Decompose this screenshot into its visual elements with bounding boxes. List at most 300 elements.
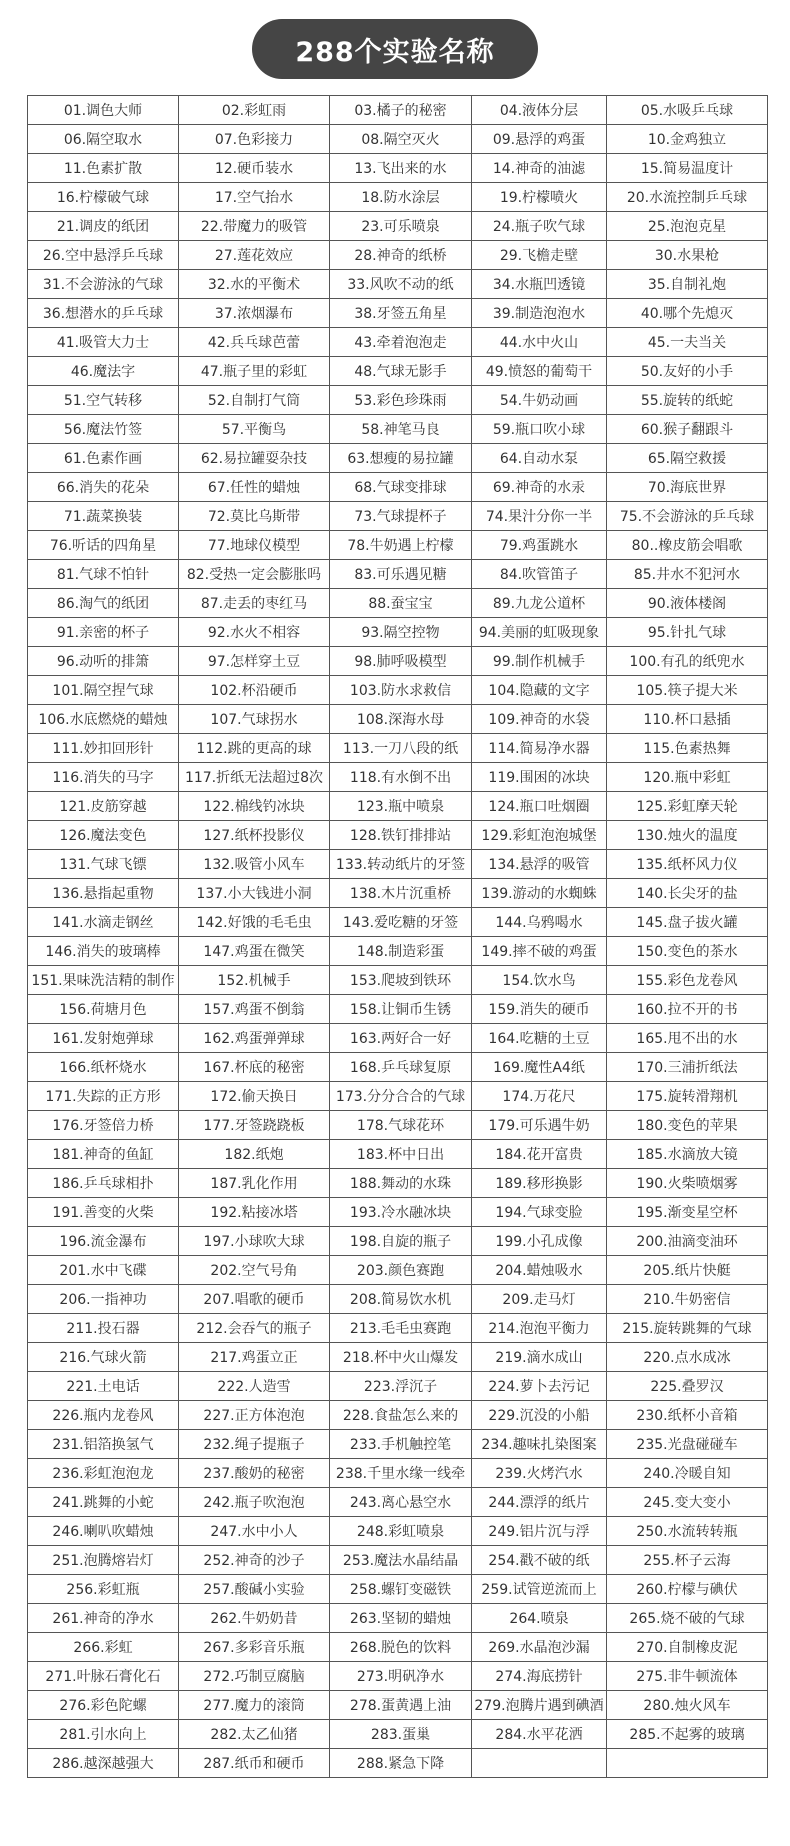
experiment-cell: 148.制造彩蛋 <box>330 937 472 966</box>
experiment-cell: 190.火柴喷烟雾 <box>607 1169 768 1198</box>
experiment-cell: 266.彩虹 <box>28 1633 179 1662</box>
experiment-cell: 49.愤怒的葡萄干 <box>472 357 607 386</box>
table-row <box>28 1517 768 1546</box>
experiment-cell: 92.水火不相容 <box>179 618 330 647</box>
experiment-cell: 127.纸杯投影仪 <box>179 821 330 850</box>
experiment-cell: 15.简易温度计 <box>607 154 768 183</box>
table-row <box>28 908 768 937</box>
experiment-cell: 219.滴水成山 <box>472 1343 607 1372</box>
experiment-cell: 258.螺钉变磁铁 <box>330 1575 472 1604</box>
experiment-cell: 01.调色大师 <box>28 96 179 125</box>
experiment-cell: 212.会吞气的瓶子 <box>179 1314 330 1343</box>
table-row <box>28 1227 768 1256</box>
experiment-cell: 247.水中小人 <box>179 1517 330 1546</box>
experiment-cell: 34.水瓶凹透镜 <box>472 270 607 299</box>
experiment-cell: 24.瓶子吹气球 <box>472 212 607 241</box>
table-row <box>28 444 768 473</box>
experiment-cell: 32.水的平衡术 <box>179 270 330 299</box>
experiment-cell: 78.牛奶遇上柠檬 <box>330 531 472 560</box>
experiment-cell: 220.点水成冰 <box>607 1343 768 1372</box>
experiment-cell: 270.自制橡皮泥 <box>607 1633 768 1662</box>
experiment-cell: 99.制作机械手 <box>472 647 607 676</box>
table-row <box>28 618 768 647</box>
experiment-cell: 174.万花尺 <box>472 1082 607 1111</box>
experiment-cell: 230.纸杯小音箱 <box>607 1401 768 1430</box>
experiment-cell: 158.让铜币生锈 <box>330 995 472 1024</box>
experiment-cell: 85.井水不犯河水 <box>607 560 768 589</box>
table-row <box>28 125 768 154</box>
experiment-cell: 134.悬浮的吸管 <box>472 850 607 879</box>
experiment-cell: 206.一指神功 <box>28 1285 179 1314</box>
experiment-cell: 122.棉线钓冰块 <box>179 792 330 821</box>
table-row <box>28 1140 768 1169</box>
experiment-cell: 111.妙扣回形针 <box>28 734 179 763</box>
experiment-cell: 191.善变的火柴 <box>28 1198 179 1227</box>
experiment-cell: 137.小大钱进小洞 <box>179 879 330 908</box>
experiment-cell: 209.走马灯 <box>472 1285 607 1314</box>
experiment-cell: 240.冷暖自知 <box>607 1459 768 1488</box>
experiment-table <box>27 95 768 1778</box>
table-row <box>28 821 768 850</box>
experiment-cell: 154.饮水鸟 <box>472 966 607 995</box>
experiment-cell: 274.海底捞针 <box>472 1662 607 1691</box>
experiment-cell: 271.叶脉石膏化石 <box>28 1662 179 1691</box>
experiment-cell: 284.水平花洒 <box>472 1720 607 1749</box>
experiment-cell: 135.纸杯风力仪 <box>607 850 768 879</box>
experiment-cell: 226.瓶内龙卷风 <box>28 1401 179 1430</box>
experiment-cell: 107.气球拐水 <box>179 705 330 734</box>
table-row <box>28 1546 768 1575</box>
experiment-cell: 171.失踪的正方形 <box>28 1082 179 1111</box>
table-row <box>28 647 768 676</box>
experiment-cell: 182.纸炮 <box>179 1140 330 1169</box>
experiment-cell: 36.想潜水的乒乓球 <box>28 299 179 328</box>
experiment-cell: 253.魔法水晶结晶 <box>330 1546 472 1575</box>
experiment-cell: 223.浮沉子 <box>330 1372 472 1401</box>
experiment-cell: 05.水吸乒乓球 <box>607 96 768 125</box>
experiment-cell: 280.烛火风车 <box>607 1691 768 1720</box>
experiment-table-container <box>27 95 762 1778</box>
experiment-cell: 29.飞檐走壁 <box>472 241 607 270</box>
experiment-cell: 287.纸币和硬币 <box>179 1749 330 1778</box>
experiment-cell: 38.牙签五角星 <box>330 299 472 328</box>
experiment-cell: 87.走丢的枣红马 <box>179 589 330 618</box>
experiment-cell: 283.蛋巢 <box>330 1720 472 1749</box>
experiment-cell: 186.乒乓球相扑 <box>28 1169 179 1198</box>
experiment-cell: 63.想瘦的易拉罐 <box>330 444 472 473</box>
experiment-cell: 218.杯中火山爆发 <box>330 1343 472 1372</box>
table-row <box>28 705 768 734</box>
experiment-cell: 201.水中飞碟 <box>28 1256 179 1285</box>
experiment-cell: 89.九龙公道杯 <box>472 589 607 618</box>
experiment-cell: 88.蚕宝宝 <box>330 589 472 618</box>
experiment-cell: 120.瓶中彩虹 <box>607 763 768 792</box>
experiment-cell: 179.可乐遇牛奶 <box>472 1111 607 1140</box>
experiment-cell: 167.杯底的秘密 <box>179 1053 330 1082</box>
experiment-cell: 115.色素热舞 <box>607 734 768 763</box>
experiment-cell: 90.液体楼阁 <box>607 589 768 618</box>
experiment-cell: 91.亲密的杯子 <box>28 618 179 647</box>
experiment-cell: 272.巧制豆腐脑 <box>179 1662 330 1691</box>
experiment-cell: 124.瓶口吐烟圈 <box>472 792 607 821</box>
experiment-cell: 56.魔法竹签 <box>28 415 179 444</box>
experiment-cell: 188.舞动的水珠 <box>330 1169 472 1198</box>
experiment-cell: 28.神奇的纸桥 <box>330 241 472 270</box>
experiment-cell: 121.皮筋穿越 <box>28 792 179 821</box>
experiment-cell: 44.水中火山 <box>472 328 607 357</box>
table-row <box>28 1604 768 1633</box>
experiment-cell: 100.有孔的纸兜水 <box>607 647 768 676</box>
experiment-cell: 250.水流转转瓶 <box>607 1517 768 1546</box>
experiment-cell: 125.彩虹摩天轮 <box>607 792 768 821</box>
experiment-cell: 55.旋转的纸蛇 <box>607 386 768 415</box>
experiment-cell: 39.制造泡泡水 <box>472 299 607 328</box>
experiment-cell: 18.防水涂层 <box>330 183 472 212</box>
table-row <box>28 1285 768 1314</box>
experiment-cell: 144.乌鸦喝水 <box>472 908 607 937</box>
experiment-cell: 246.喇叭吹蜡烛 <box>28 1517 179 1546</box>
experiment-cell: 103.防水求救信 <box>330 676 472 705</box>
page-title: 288个实验名称 <box>252 19 538 79</box>
table-row <box>28 328 768 357</box>
experiment-cell: 229.沉没的小船 <box>472 1401 607 1430</box>
experiment-cell: 108.深海水母 <box>330 705 472 734</box>
experiment-cell: 112.跳的更高的球 <box>179 734 330 763</box>
experiment-cell: 67.任性的蜡烛 <box>179 473 330 502</box>
experiment-cell: 06.隔空取水 <box>28 125 179 154</box>
experiment-cell: 145.盘子拔火罐 <box>607 908 768 937</box>
experiment-cell: 265.烧不破的气球 <box>607 1604 768 1633</box>
experiment-cell: 46.魔法字 <box>28 357 179 386</box>
experiment-cell <box>472 1749 607 1778</box>
table-row <box>28 96 768 125</box>
experiment-cell: 58.神笔马良 <box>330 415 472 444</box>
experiment-cell: 60.猴子翻跟斗 <box>607 415 768 444</box>
table-row <box>28 850 768 879</box>
experiment-cell: 118.有水倒不出 <box>330 763 472 792</box>
experiment-cell: 275.非牛顿流体 <box>607 1662 768 1691</box>
experiment-cell: 286.越深越强大 <box>28 1749 179 1778</box>
experiment-table-body <box>28 96 768 1778</box>
experiment-cell: 133.转动纸片的牙签 <box>330 850 472 879</box>
experiment-cell: 57.平衡鸟 <box>179 415 330 444</box>
table-row <box>28 1488 768 1517</box>
experiment-cell: 168.乒乓球复原 <box>330 1053 472 1082</box>
experiment-cell: 03.橘子的秘密 <box>330 96 472 125</box>
experiment-cell: 128.铁钉排排站 <box>330 821 472 850</box>
experiment-cell: 97.怎样穿土豆 <box>179 647 330 676</box>
table-row <box>28 1169 768 1198</box>
experiment-cell: 08.隔空灭火 <box>330 125 472 154</box>
experiment-cell: 119.围困的冰块 <box>472 763 607 792</box>
experiment-cell: 177.牙签跷跷板 <box>179 1111 330 1140</box>
experiment-cell: 205.纸片快艇 <box>607 1256 768 1285</box>
experiment-cell <box>607 1749 768 1778</box>
table-row <box>28 1198 768 1227</box>
experiment-cell: 19.柠檬喷火 <box>472 183 607 212</box>
table-row <box>28 1430 768 1459</box>
table-row <box>28 386 768 415</box>
experiment-cell: 35.自制礼炮 <box>607 270 768 299</box>
experiment-cell: 194.气球变脸 <box>472 1198 607 1227</box>
experiment-cell: 257.酸碱小实验 <box>179 1575 330 1604</box>
experiment-cell: 232.绳子提瓶子 <box>179 1430 330 1459</box>
experiment-cell: 244.漂浮的纸片 <box>472 1488 607 1517</box>
table-row <box>28 154 768 183</box>
experiment-cell: 80..橡皮筋会唱歌 <box>607 531 768 560</box>
experiment-cell: 285.不起雾的玻璃 <box>607 1720 768 1749</box>
experiment-cell: 93.隔空控物 <box>330 618 472 647</box>
experiment-cell: 141.水滴走钢丝 <box>28 908 179 937</box>
experiment-cell: 150.变色的茶水 <box>607 937 768 966</box>
experiment-cell: 273.明矾净水 <box>330 1662 472 1691</box>
experiment-cell: 208.简易饮水机 <box>330 1285 472 1314</box>
experiment-cell: 241.跳舞的小蛇 <box>28 1488 179 1517</box>
experiment-cell: 160.拉不开的书 <box>607 995 768 1024</box>
experiment-cell: 164.吃糖的土豆 <box>472 1024 607 1053</box>
experiment-cell: 83.可乐遇见糖 <box>330 560 472 589</box>
table-row <box>28 1720 768 1749</box>
experiment-cell: 187.乳化作用 <box>179 1169 330 1198</box>
experiment-cell: 288.紧急下降 <box>330 1749 472 1778</box>
experiment-cell: 184.花开富贵 <box>472 1140 607 1169</box>
experiment-cell: 259.试管逆流而上 <box>472 1575 607 1604</box>
experiment-cell: 76.听话的四角星 <box>28 531 179 560</box>
experiment-cell: 267.多彩音乐瓶 <box>179 1633 330 1662</box>
table-row <box>28 966 768 995</box>
experiment-cell: 14.神奇的油滤 <box>472 154 607 183</box>
experiment-cell: 54.牛奶动画 <box>472 386 607 415</box>
table-row <box>28 1343 768 1372</box>
experiment-cell: 50.友好的小手 <box>607 357 768 386</box>
experiment-cell: 96.动听的排箫 <box>28 647 179 676</box>
table-row <box>28 792 768 821</box>
experiment-cell: 199.小孔成像 <box>472 1227 607 1256</box>
experiment-cell: 165.甩不出的水 <box>607 1024 768 1053</box>
experiment-cell: 224.萝卜去污记 <box>472 1372 607 1401</box>
experiment-cell: 185.水滴放大镜 <box>607 1140 768 1169</box>
experiment-cell: 221.土电话 <box>28 1372 179 1401</box>
experiment-cell: 81.气球不怕针 <box>28 560 179 589</box>
experiment-cell: 207.唱歌的硬币 <box>179 1285 330 1314</box>
experiment-cell: 193.冷水融冰块 <box>330 1198 472 1227</box>
experiment-cell: 227.正方体泡泡 <box>179 1401 330 1430</box>
experiment-cell: 140.长尖牙的盐 <box>607 879 768 908</box>
experiment-cell: 51.空气转移 <box>28 386 179 415</box>
experiment-cell: 196.流金瀑布 <box>28 1227 179 1256</box>
experiment-cell: 235.光盘碰碰车 <box>607 1430 768 1459</box>
experiment-cell: 123.瓶中喷泉 <box>330 792 472 821</box>
experiment-cell: 102.杯沿硬币 <box>179 676 330 705</box>
experiment-cell: 152.机械手 <box>179 966 330 995</box>
table-row <box>28 183 768 212</box>
table-row <box>28 531 768 560</box>
experiment-cell: 40.哪个先熄灭 <box>607 299 768 328</box>
table-row <box>28 1082 768 1111</box>
experiment-cell: 155.彩色龙卷风 <box>607 966 768 995</box>
experiment-cell: 263.坚韧的蜡烛 <box>330 1604 472 1633</box>
experiment-cell: 101.隔空捏气球 <box>28 676 179 705</box>
experiment-cell: 04.液体分层 <box>472 96 607 125</box>
experiment-cell: 64.自动水泵 <box>472 444 607 473</box>
experiment-cell: 66.消失的花朵 <box>28 473 179 502</box>
table-row <box>28 1314 768 1343</box>
experiment-cell: 143.爱吃糖的牙签 <box>330 908 472 937</box>
experiment-cell: 129.彩虹泡泡城堡 <box>472 821 607 850</box>
experiment-cell: 189.移形换影 <box>472 1169 607 1198</box>
table-row <box>28 502 768 531</box>
experiment-cell: 195.渐变星空杯 <box>607 1198 768 1227</box>
table-row <box>28 299 768 328</box>
experiment-cell: 25.泡泡克星 <box>607 212 768 241</box>
experiment-cell: 180.变色的苹果 <box>607 1111 768 1140</box>
experiment-cell: 106.水底燃烧的蜡烛 <box>28 705 179 734</box>
experiment-cell: 132.吸管小风车 <box>179 850 330 879</box>
experiment-cell: 02.彩虹雨 <box>179 96 330 125</box>
experiment-cell: 181.神奇的鱼缸 <box>28 1140 179 1169</box>
experiment-cell: 175.旋转滑翔机 <box>607 1082 768 1111</box>
experiment-cell: 281.引水向上 <box>28 1720 179 1749</box>
table-row <box>28 1256 768 1285</box>
experiment-cell: 249.铝片沉与浮 <box>472 1517 607 1546</box>
table-row <box>28 1111 768 1140</box>
experiment-cell: 71.蔬菜换装 <box>28 502 179 531</box>
experiment-cell: 213.毛毛虫赛跑 <box>330 1314 472 1343</box>
experiment-cell: 110.杯口悬插 <box>607 705 768 734</box>
experiment-cell: 279.泡腾片遇到碘酒 <box>472 1691 607 1720</box>
experiment-cell: 210.牛奶密信 <box>607 1285 768 1314</box>
table-row <box>28 1024 768 1053</box>
experiment-cell: 68.气球变排球 <box>330 473 472 502</box>
experiment-cell: 278.蛋黄遇上油 <box>330 1691 472 1720</box>
experiment-cell: 217.鸡蛋立正 <box>179 1343 330 1372</box>
experiment-cell: 242.瓶子吹泡泡 <box>179 1488 330 1517</box>
experiment-cell: 238.千里水缘一线牵 <box>330 1459 472 1488</box>
experiment-cell: 73.气球提杯子 <box>330 502 472 531</box>
experiment-cell: 13.飞出来的水 <box>330 154 472 183</box>
experiment-cell: 62.易拉罐耍杂技 <box>179 444 330 473</box>
experiment-cell: 65.隔空救援 <box>607 444 768 473</box>
experiment-cell: 216.气球火箭 <box>28 1343 179 1372</box>
experiment-cell: 254.戳不破的纸 <box>472 1546 607 1575</box>
experiment-cell: 79.鸡蛋跳水 <box>472 531 607 560</box>
experiment-cell: 84.吹管笛子 <box>472 560 607 589</box>
experiment-cell: 75.不会游泳的乒乓球 <box>607 502 768 531</box>
table-row <box>28 357 768 386</box>
table-row <box>28 1459 768 1488</box>
experiment-cell: 268.脱色的饮料 <box>330 1633 472 1662</box>
experiment-cell: 282.太乙仙猪 <box>179 1720 330 1749</box>
table-row <box>28 415 768 444</box>
experiment-cell: 10.金鸡独立 <box>607 125 768 154</box>
experiment-cell: 170.三浦折纸法 <box>607 1053 768 1082</box>
experiment-cell: 41.吸管大力士 <box>28 328 179 357</box>
experiment-cell: 276.彩色陀螺 <box>28 1691 179 1720</box>
experiment-cell: 72.莫比乌斯带 <box>179 502 330 531</box>
table-row <box>28 560 768 589</box>
experiment-cell: 114.简易净水器 <box>472 734 607 763</box>
experiment-cell: 277.魔力的滚筒 <box>179 1691 330 1720</box>
experiment-cell: 222.人造雪 <box>179 1372 330 1401</box>
experiment-cell: 269.水晶泡沙漏 <box>472 1633 607 1662</box>
experiment-cell: 48.气球无影手 <box>330 357 472 386</box>
experiment-cell: 104.隐藏的文字 <box>472 676 607 705</box>
experiment-cell: 200.油滴变油环 <box>607 1227 768 1256</box>
experiment-cell: 113.一刀八段的纸 <box>330 734 472 763</box>
experiment-cell: 11.色素扩散 <box>28 154 179 183</box>
experiment-cell: 172.偷天换日 <box>179 1082 330 1111</box>
experiment-cell: 178.气球花环 <box>330 1111 472 1140</box>
experiment-cell: 264.喷泉 <box>472 1604 607 1633</box>
experiment-cell: 231.铝箔换氢气 <box>28 1430 179 1459</box>
table-row <box>28 1691 768 1720</box>
experiment-cell: 243.离心悬空水 <box>330 1488 472 1517</box>
experiment-cell: 30.水果枪 <box>607 241 768 270</box>
experiment-cell: 251.泡腾熔岩灯 <box>28 1546 179 1575</box>
experiment-cell: 130.烛火的温度 <box>607 821 768 850</box>
experiment-cell: 42.兵乓球芭蕾 <box>179 328 330 357</box>
experiment-cell: 183.杯中日出 <box>330 1140 472 1169</box>
experiment-cell: 233.手机触控笔 <box>330 1430 472 1459</box>
experiment-cell: 86.淘气的纸团 <box>28 589 179 618</box>
experiment-cell: 176.牙签倍力桥 <box>28 1111 179 1140</box>
experiment-cell: 94.美丽的虹吸现象 <box>472 618 607 647</box>
experiment-cell: 59.瓶口吹小球 <box>472 415 607 444</box>
table-row <box>28 589 768 618</box>
experiment-cell: 198.自旋的瓶子 <box>330 1227 472 1256</box>
experiment-cell: 156.荷塘月色 <box>28 995 179 1024</box>
experiment-cell: 149.摔不破的鸡蛋 <box>472 937 607 966</box>
experiment-cell: 37.浓烟瀑布 <box>179 299 330 328</box>
experiment-cell: 203.颜色赛跑 <box>330 1256 472 1285</box>
experiment-cell: 16.柠檬破气球 <box>28 183 179 212</box>
experiment-cell: 47.瓶子里的彩虹 <box>179 357 330 386</box>
experiment-cell: 173.分分合合的气球 <box>330 1082 472 1111</box>
experiment-cell: 139.游动的水蜘蛛 <box>472 879 607 908</box>
experiment-cell: 234.趣味扎染图案 <box>472 1430 607 1459</box>
table-row <box>28 212 768 241</box>
table-row <box>28 995 768 1024</box>
table-row <box>28 1749 768 1778</box>
experiment-cell: 151.果味洗洁精的制作 <box>28 966 179 995</box>
experiment-cell: 09.悬浮的鸡蛋 <box>472 125 607 154</box>
experiment-cell: 138.木片沉重桥 <box>330 879 472 908</box>
experiment-cell: 192.粘接冰塔 <box>179 1198 330 1227</box>
experiment-cell: 131.气球飞镖 <box>28 850 179 879</box>
table-row <box>28 734 768 763</box>
experiment-cell: 21.调皮的纸团 <box>28 212 179 241</box>
experiment-cell: 225.叠罗汉 <box>607 1372 768 1401</box>
experiment-cell: 31.不会游泳的气球 <box>28 270 179 299</box>
experiment-cell: 61.色素作画 <box>28 444 179 473</box>
table-row <box>28 1662 768 1691</box>
experiment-cell: 70.海底世界 <box>607 473 768 502</box>
table-row <box>28 1633 768 1662</box>
experiment-cell: 245.变大变小 <box>607 1488 768 1517</box>
experiment-cell: 33.风吹不动的纸 <box>330 270 472 299</box>
experiment-cell: 69.神奇的水汞 <box>472 473 607 502</box>
experiment-cell: 202.空气号角 <box>179 1256 330 1285</box>
experiment-cell: 136.悬指起重物 <box>28 879 179 908</box>
experiment-cell: 109.神奇的水袋 <box>472 705 607 734</box>
experiment-cell: 162.鸡蛋弹弹球 <box>179 1024 330 1053</box>
experiment-cell: 239.火烤汽水 <box>472 1459 607 1488</box>
experiment-cell: 74.果汁分你一半 <box>472 502 607 531</box>
table-row <box>28 763 768 792</box>
experiment-cell: 17.空气抬水 <box>179 183 330 212</box>
experiment-cell: 252.神奇的沙子 <box>179 1546 330 1575</box>
experiment-cell: 197.小球吹大球 <box>179 1227 330 1256</box>
